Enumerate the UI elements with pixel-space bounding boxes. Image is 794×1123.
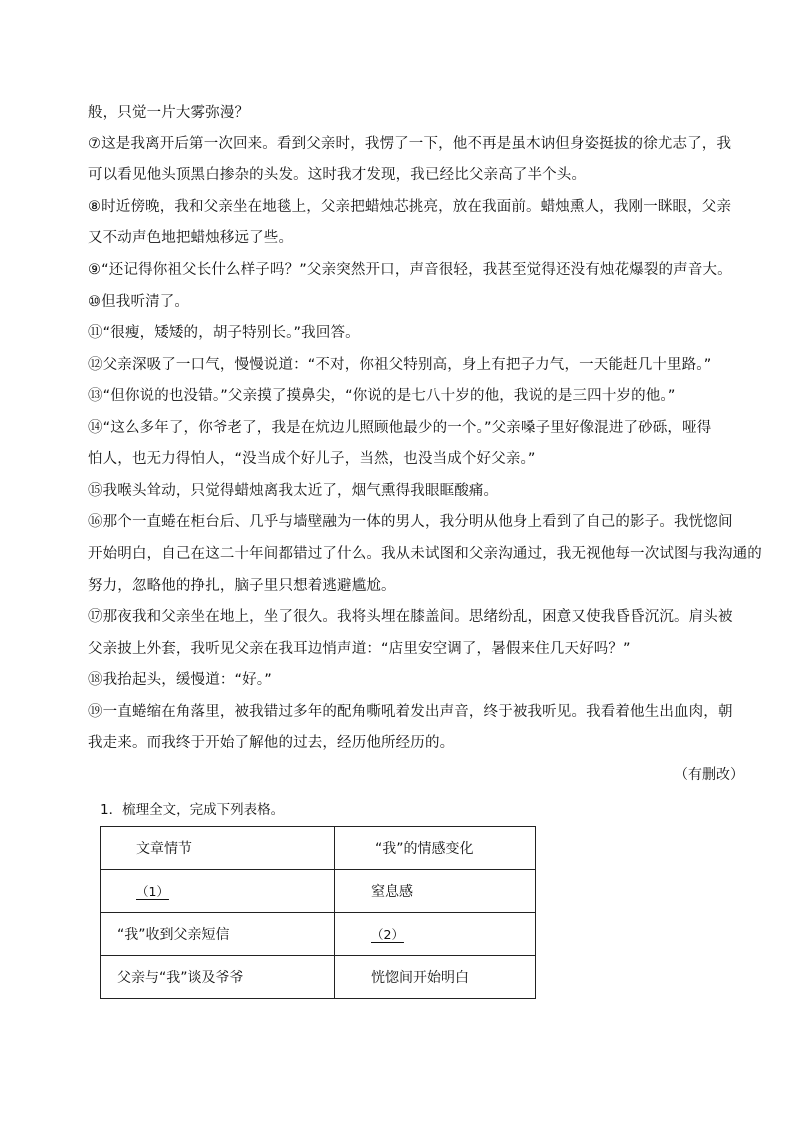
- paragraph-19-line-1: ⑲一直蜷缩在角落里，被我错过多年的配角嘶吼着发出声音，终于被我听见。我看着他生出血肉，朝: [88, 704, 733, 720]
- table-header-row: [101, 827, 536, 870]
- answer-table: [100, 826, 536, 999]
- paragraph-11: ⑪“很瘦，矮矮的，胡子特别长。”我回答。: [88, 325, 360, 341]
- table-header-emotion: “我”的情感变化: [335, 827, 536, 870]
- answer-blank-1[interactable]: （1）: [136, 884, 169, 899]
- table-row: [101, 956, 536, 999]
- table-cell-blank-2-wrapper: [335, 913, 536, 956]
- paragraph-19-line-2: 我走来。而我终于开始了解他的过去，经历他所经历的。: [88, 735, 455, 751]
- table-row: [101, 870, 536, 913]
- paragraph-16-line-3: 努力，忽略他的挣扎，脑子里只想着逃避尴尬。: [88, 578, 396, 594]
- table-row: [101, 913, 536, 956]
- paragraph-16-line-1: ⑯那个一直蜷在柜台后、几乎与墙壁融为一体的男人，我分明从他身上看到了自己的影子。我恍惚间: [88, 514, 733, 530]
- paragraph-13: ⑬“但你说的也没错。”父亲摸了摸鼻尖，“你说的是七八十岁的他，我说的是三四十岁的他。”: [88, 388, 676, 404]
- paragraph-16-line-2: 开始明白，自己在这二十年间都错过了什么。我从未试图和父亲沟通过，我无视他每一次试图与我沟通的: [88, 546, 762, 562]
- paragraph-10: ⑩但我听清了。: [88, 294, 190, 310]
- table-cell: 窒息感: [335, 870, 536, 913]
- paragraph-8-line-1: ⑧时近傍晚，我和父亲坐在地毯上，父亲把蜡烛芯挑亮，放在我面前。蜡烛熏人，我刚一眯眼，父亲: [88, 199, 732, 215]
- table-cell: 恍惚间开始明白: [335, 956, 536, 999]
- paragraph-15: ⑮我喉头耸动，只觉得蜡烛离我太近了，烟气熏得我眼眶酸痛。: [88, 483, 499, 499]
- paragraph-7-line-1: ⑦这是我离开后第一次回来。看到父亲时，我愣了一下，他不再是虽木讷但身姿挺拔的徐尤志了，我: [88, 136, 732, 152]
- table-cell: “我”收到父亲短信: [101, 913, 335, 956]
- paragraph-12: ⑫父亲深吸了一口气，慢慢说道：“不对，你祖父特别高，身上有把子力气，一天能赶几十里路。”: [88, 357, 712, 373]
- table-cell-blank-1-wrapper: [101, 870, 335, 913]
- question-1: 1．梳理全文，完成下列表格。: [100, 802, 285, 818]
- paragraph-14-line-2: 怕人，也无力得怕人，“没当成个好儿子，当然，也没当成个好父亲。”: [88, 451, 536, 467]
- paragraph-18: ⑱我抬起头，缓慢道：“好。”: [88, 672, 272, 688]
- paragraph-9: ⑨“还记得你祖父长什么样子吗？”父亲突然开口，声音很轻，我甚至觉得还没有烛花爆裂的声音大。: [88, 262, 732, 278]
- table-header-plot: 文章情节: [101, 827, 335, 870]
- paragraph-8-line-2: 又不动声色地把蜡烛移远了些。: [88, 230, 294, 246]
- paragraph-14-line-1: ⑭“这么多年了，你爷老了，我是在炕边儿照顾他最少的一个。”父亲嗓子里好像混进了砂砾，哑得: [88, 420, 712, 436]
- paragraph-17-line-1: ⑰那夜我和父亲坐在地上，坐了很久。我将头埋在膝盖间。思绪纷乱，困意又使我昏昏沉沉。肩头被: [88, 609, 733, 625]
- paragraph-7-line-2: 可以看见他头顶黑白掺杂的头发。这时我才发现，我已经比父亲高了半个头。: [88, 167, 587, 183]
- source-note: （有删改）: [674, 767, 744, 783]
- paragraph-17-line-2: 父亲披上外套，我听见父亲在我耳边悄声道：“店里安空调了，暑假来住几天好吗？”: [88, 641, 631, 657]
- paragraph-line: 般，只觉一片大雾弥漫？: [88, 105, 250, 121]
- table-cell: 父亲与“我”谈及爷爷: [101, 956, 335, 999]
- answer-blank-2[interactable]: （2）: [371, 927, 404, 942]
